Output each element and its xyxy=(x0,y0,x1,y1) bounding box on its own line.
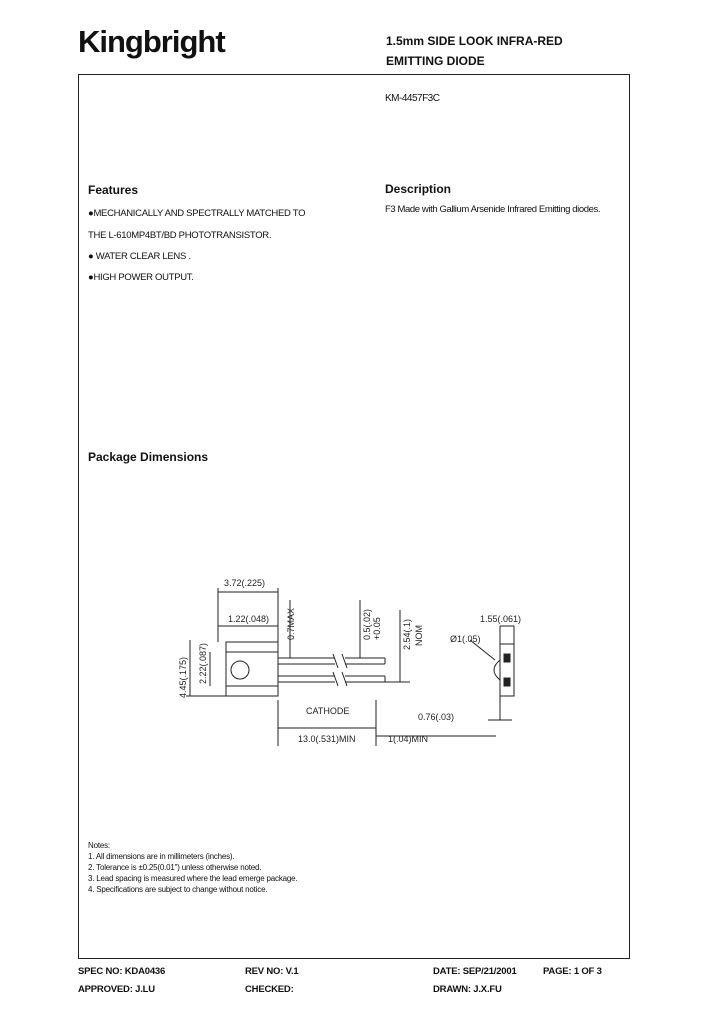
title-line-1: 1.5mm SIDE LOOK INFRA-RED xyxy=(386,34,563,48)
features-heading: Features xyxy=(88,183,139,197)
feature-item: ● WATER CLEAR LENS . xyxy=(88,251,191,262)
led-body-outline xyxy=(226,642,278,696)
drawn-by: DRAWN: J.X.FU xyxy=(433,984,502,995)
dim-lead: 0.5(.02) xyxy=(362,608,372,640)
feature-item: THE L-610MP4BT/BD PHOTOTRANSISTOR. xyxy=(88,230,272,241)
dim-side-width: 1.55(.061) xyxy=(480,614,522,624)
title-line-2: EMITTING DIODE xyxy=(386,54,485,68)
part-number: KM-4457F3C xyxy=(385,93,440,104)
dim-offset: 1.22(.048) xyxy=(228,614,270,624)
package-heading: Package Dimensions xyxy=(88,450,209,464)
dim-left-2: 2.22(.087) xyxy=(198,642,208,684)
note-item: 3. Lead spacing is measured where the lead emerge package. xyxy=(88,874,298,883)
feature-item: ●HIGH POWER OUTPUT. xyxy=(88,272,194,283)
lens-circle xyxy=(231,661,249,679)
dim-lead-tol: +0.05 xyxy=(372,617,382,640)
checked-by: CHECKED: xyxy=(245,984,294,995)
product-title xyxy=(386,31,563,71)
dim-thickness: 0.76(.03) xyxy=(418,712,455,722)
feature-item: ●MECHANICALLY AND SPECTRALLY MATCHED TO xyxy=(88,208,306,219)
dim-width: 3.72(.225) xyxy=(224,578,266,588)
dim-pitch: 2.54(.1) xyxy=(402,618,412,650)
date: DATE: SEP/21/2001 xyxy=(433,966,517,977)
side-view-body xyxy=(500,644,514,696)
brand-logo: Kingbright xyxy=(78,24,225,59)
note-item: 4. Specifications are subject to change without notice. xyxy=(88,885,268,894)
cathode-label: CATHODE xyxy=(306,706,350,716)
description-heading: Description xyxy=(385,182,452,196)
dim-length: 13.0(.531)MIN xyxy=(298,734,356,744)
note-item: 2. Tolerance is ±0.25(0.01") unless otherwise noted. xyxy=(88,863,262,872)
dim-radius: Ø1(.05) xyxy=(450,634,481,644)
dim-pitch-nom: NOM xyxy=(414,625,424,646)
notes-block xyxy=(88,840,297,895)
note-item: 1. All dimensions are in millimeters (inches). xyxy=(88,852,235,861)
dim-max: 0.7MAX xyxy=(286,607,296,640)
page-number: PAGE: 1 OF 3 xyxy=(543,966,602,977)
revision-number: REV NO: V.1 xyxy=(245,966,299,977)
dim-one: 1(.04)MIN xyxy=(388,734,429,744)
notes-title: Notes: xyxy=(88,841,110,850)
approved-by: APPROVED: J.LU xyxy=(78,984,155,995)
dim-left-1: 4.45(.175) xyxy=(178,656,188,698)
spec-number: SPEC NO: KDA0436 xyxy=(78,966,166,977)
package-dimensions-drawing xyxy=(170,570,570,760)
description-text: F3 Made with Gallium Arsenide Infrared Emitting diodes. xyxy=(385,204,601,215)
